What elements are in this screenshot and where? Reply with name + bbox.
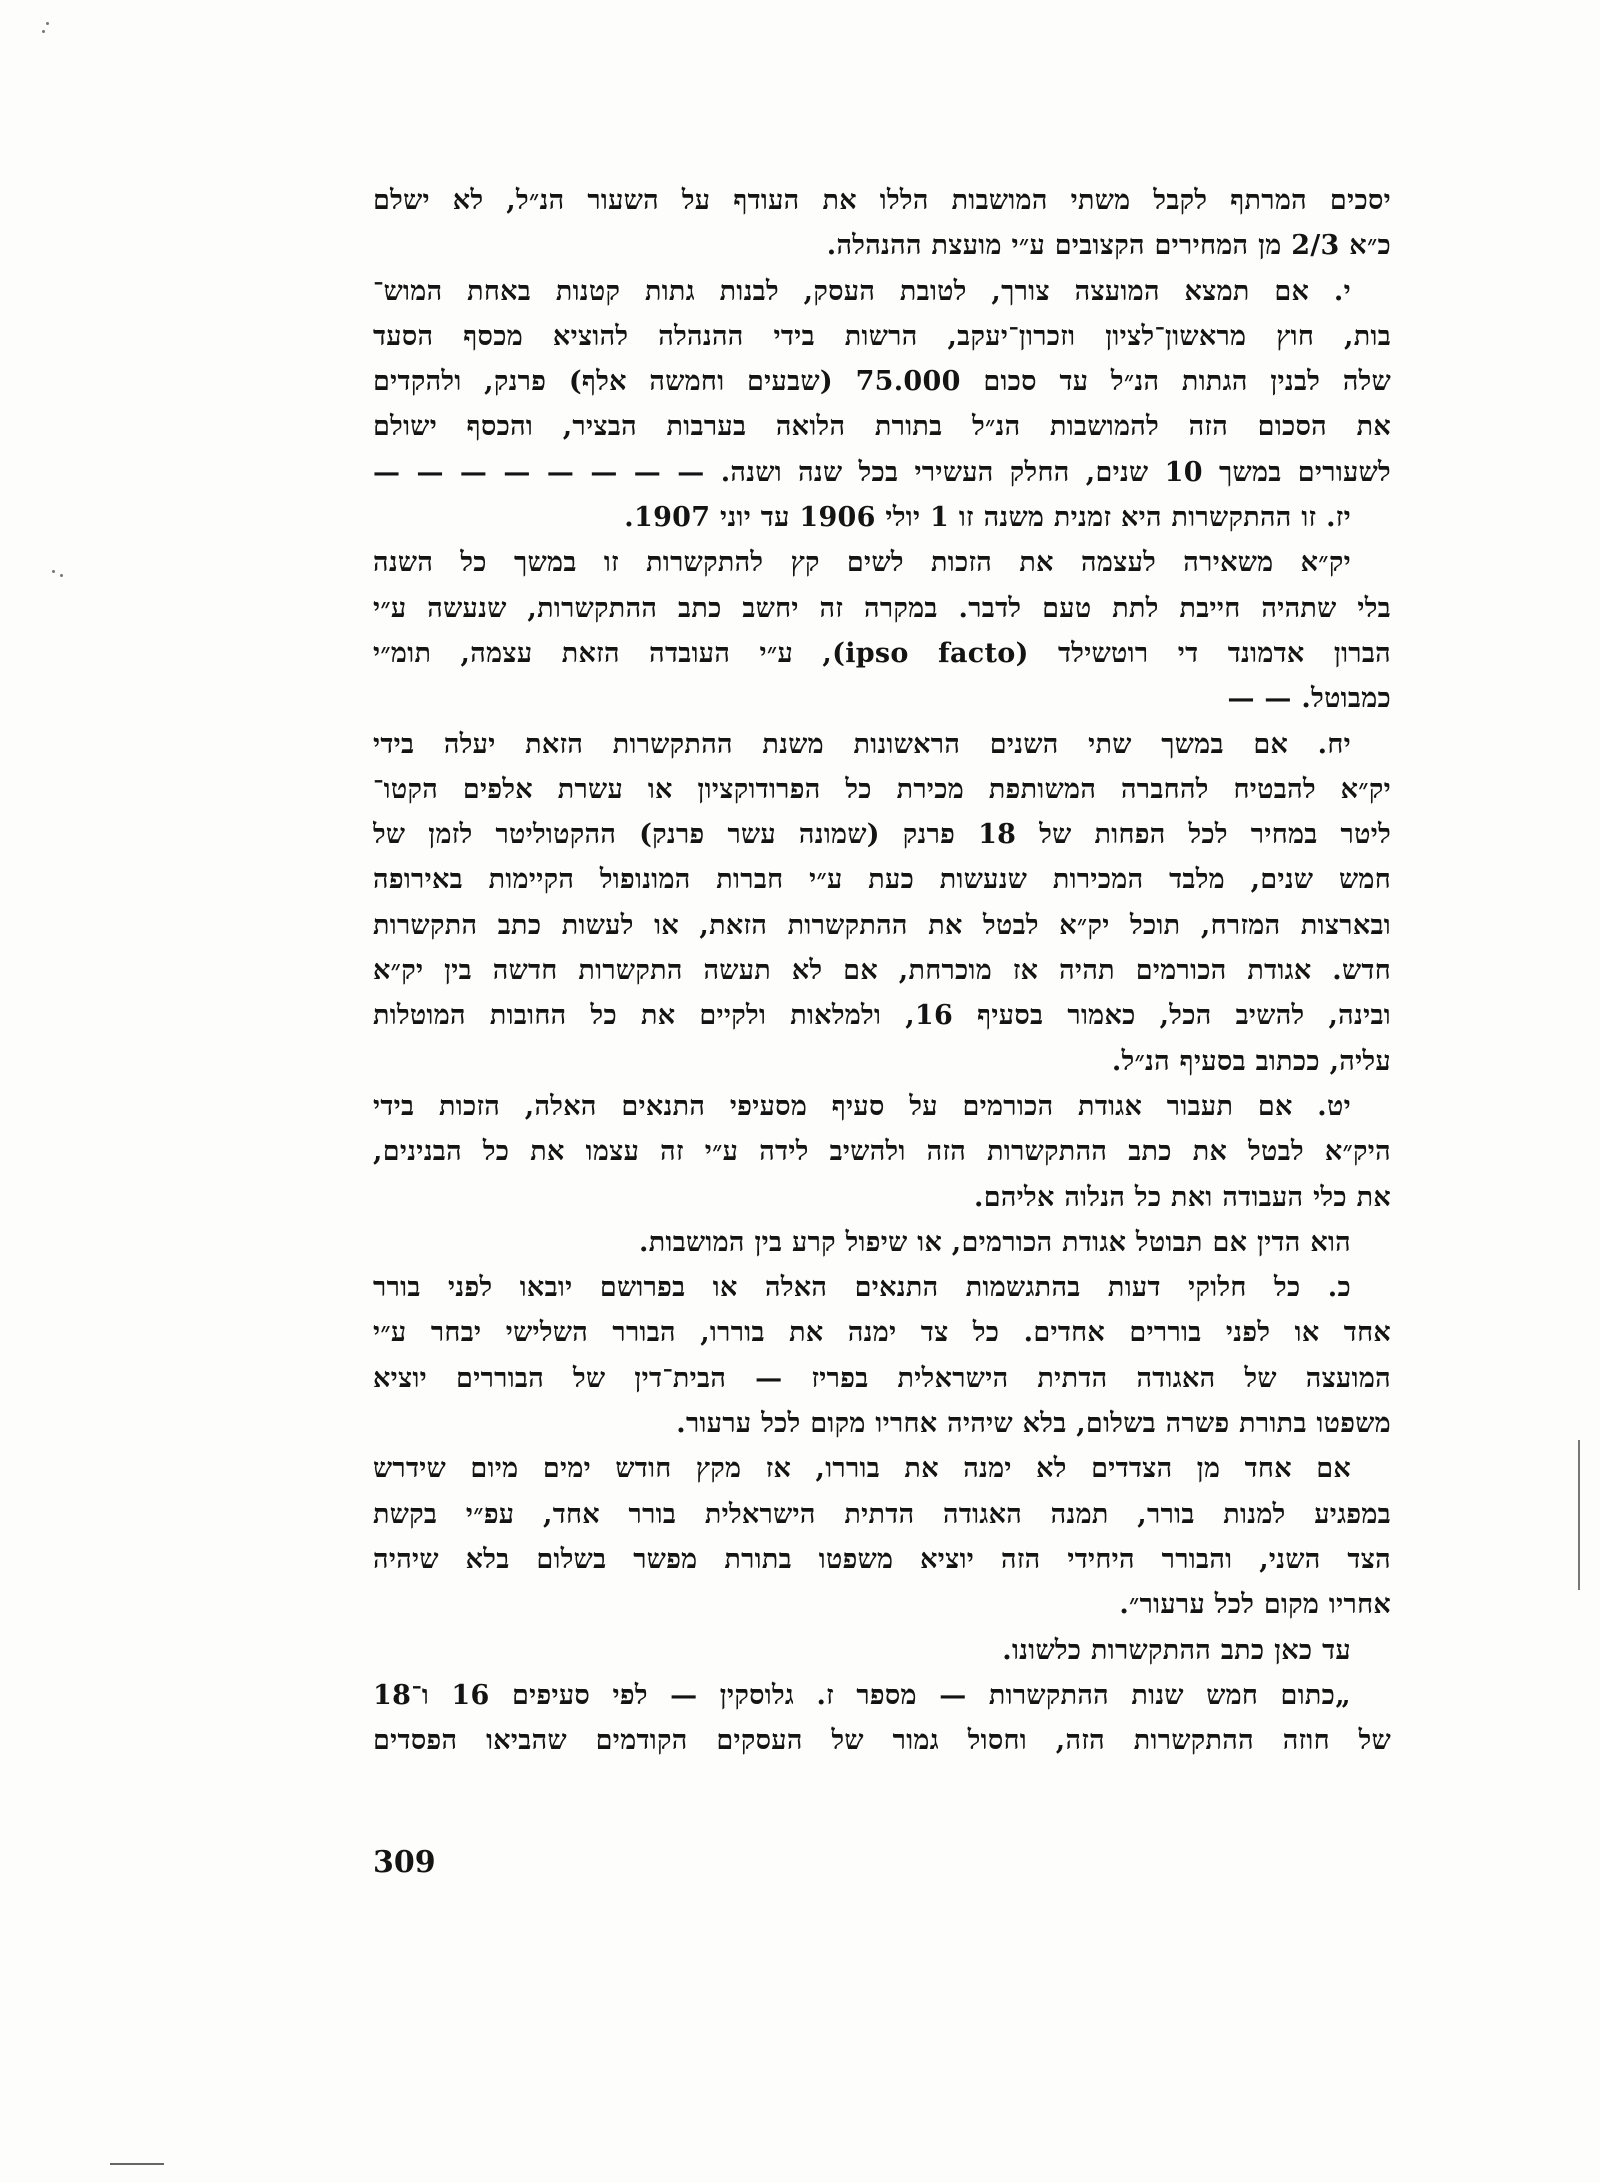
text-line: אחד או לפני בוררים אחדים. כל צד ימנה את בוררו, הבורר השלישי יבחר ע״י <box>373 1317 1391 1349</box>
scan-edge-line <box>110 2163 164 2165</box>
text-line: את כלי העבודה ואת כל הנלוה אליהם. <box>974 1181 1391 1213</box>
text-line: יח. אם במשך שתי השנים הראשונות משנת ההתקשרות הזאת יעלה בידי <box>373 728 1351 760</box>
scan-speck <box>52 570 55 573</box>
text-line: משפטו בתורת פשרה בשלום, בלא שיהיה אחריו מקום לכל ערעור. <box>676 1408 1391 1440</box>
text-line: כ״א 2/3 מן המחירים הקצובים ע״י מועצת ההנהלה. <box>826 230 1391 262</box>
text-line: לשעורים במשך 10 שנים, החלק העשירי בכל שנה ושנה. — — — — — — — — <box>373 456 1391 488</box>
text-line: הברון אדמונד די רוטשילד (ipso facto), ע״י העובדה הזאת עצמה, תומ״י <box>373 637 1391 669</box>
text-line: ובינה, להשיב הכל, כאמור בסעיף 16, ולמלאות ולקיים את כל החובות המוטלות <box>373 1000 1391 1032</box>
text-line: בלי שתהיה חייבת לתת טעם לדבר. במקרה זה יחשב כתב ההתקשרות, שנעשה ע״י <box>373 592 1391 624</box>
text-line: כמבוטל. — — <box>1227 683 1391 715</box>
text-line: עד כאן כתב ההתקשרות כלשונו. <box>1002 1634 1351 1666</box>
text-line: יז. זו ההתקשרות היא זמנית משנה זו 1 יולי 1906 עד יוני 1907. <box>624 502 1351 534</box>
text-line: את הסכום הזה להמושבות הנ״ל בתורת הלואה בערבות הבציר, והכסף ישולם <box>373 411 1391 443</box>
body-text <box>373 178 1391 1763</box>
text-line: יסכים המרתף לקבל משתי המושבות הללו את העודף על השעור הנ״ל, לא ישלם <box>373 185 1391 216</box>
text-line: „כתום חמש שנות ההתקשרות — מספר ז. גלוסקין — לפי סעיפים 16 ו־18 <box>373 1679 1352 1711</box>
text-line: עליה, ככתוב בסעיף הנ״ל. <box>1111 1045 1391 1077</box>
text-line: יק״א להבטיח להחברה המשותפת מכירת כל הפרודוקציון או עשרת אלפים הקטו־ <box>373 773 1391 805</box>
text-line: ליטר במחיר לכל הפחות של 18 פרנק (שמונה עשר פרנק) ההקטוליטר לזמן של <box>373 819 1391 851</box>
text-line: חדש. אגודת הכורמים תהיה אז מוכרחת, אם לא תעשה התקשרות חדשה בין יק״א <box>373 955 1391 987</box>
scan-speck <box>60 574 63 577</box>
text-line: הוא הדין אם תבוטל אגודת הכורמים, או שיפול קרע בין המושבות. <box>639 1226 1351 1258</box>
scan-speck <box>42 30 45 33</box>
scan-speck <box>46 22 49 25</box>
text-line: חמש שנים, מלבד המכירות שנעשות כעת ע״י חברות המונופול הקיימות באירופה <box>373 864 1391 896</box>
text-line: בות, חוץ מראשון־לציון וזכרון־יעקב, הרשות בידי ההנהלה להוציא מכסף הסעד <box>373 320 1391 352</box>
text-line: היק״א לבטל את כתב ההתקשרות הזה ולהשיב לידה ע״י זה עצמו את כל הבנינים, <box>373 1136 1391 1168</box>
text-line: במפגיע למנות בורר, תמנה האגודה הדתית הישראלית בורר אחד, עפ״י בקשת <box>373 1498 1391 1530</box>
text-line: י. אם תמצא המועצה צורך, לטובת העסק, לבנות גתות קטנות באחת המוש־ <box>373 275 1351 307</box>
text-line: שלה לבנין הגתות הנ״ל עד סכום 75.000 (שבעים וחמשה אלף) פרנק, ולהקדים <box>373 366 1391 398</box>
text-line: של חוזה ההתקשרות הזה, וחסול גמור של העסקים הקודמים שהביאו הפסדים <box>373 1725 1391 1757</box>
text-line: כ. כל חלוקי דעות בהתגשמות התנאים האלה או בפרושם יובאו לפני בורר <box>373 1272 1351 1304</box>
text-line: יט. אם תעבור אגודת הכורמים על סעיף מסעיפי התנאים האלה, הזכות בידי <box>373 1090 1351 1122</box>
text-line: יק״א משאירה לעצמה את הזכות לשים קץ להתקשרות זו במשך כל השנה <box>373 547 1351 579</box>
page-number: 309 <box>373 1845 436 1880</box>
scan-edge-mark <box>1578 1440 1580 1590</box>
text-line: ובארצות המזרח, תוכל יק״א לבטל את ההתקשרות הזאת, או לעשות כתב התקשרות <box>373 909 1391 941</box>
text-line: אם אחד מן הצדדים לא ימנה את בוררו, אז מקץ חודש ימים מיום שידרש <box>373 1453 1351 1485</box>
text-line: אחריו מקום לכל ערעור״. <box>1119 1589 1391 1621</box>
text-line: הצד השני, והבורר היחידי הזה יוציא משפטו בתורת מפשר בשלום בלא שיהיה <box>373 1543 1391 1575</box>
text-line: המועצה של האגודה הדתית הישראלית בפריז — הבית־דין של הבוררים יוציא <box>373 1362 1391 1394</box>
